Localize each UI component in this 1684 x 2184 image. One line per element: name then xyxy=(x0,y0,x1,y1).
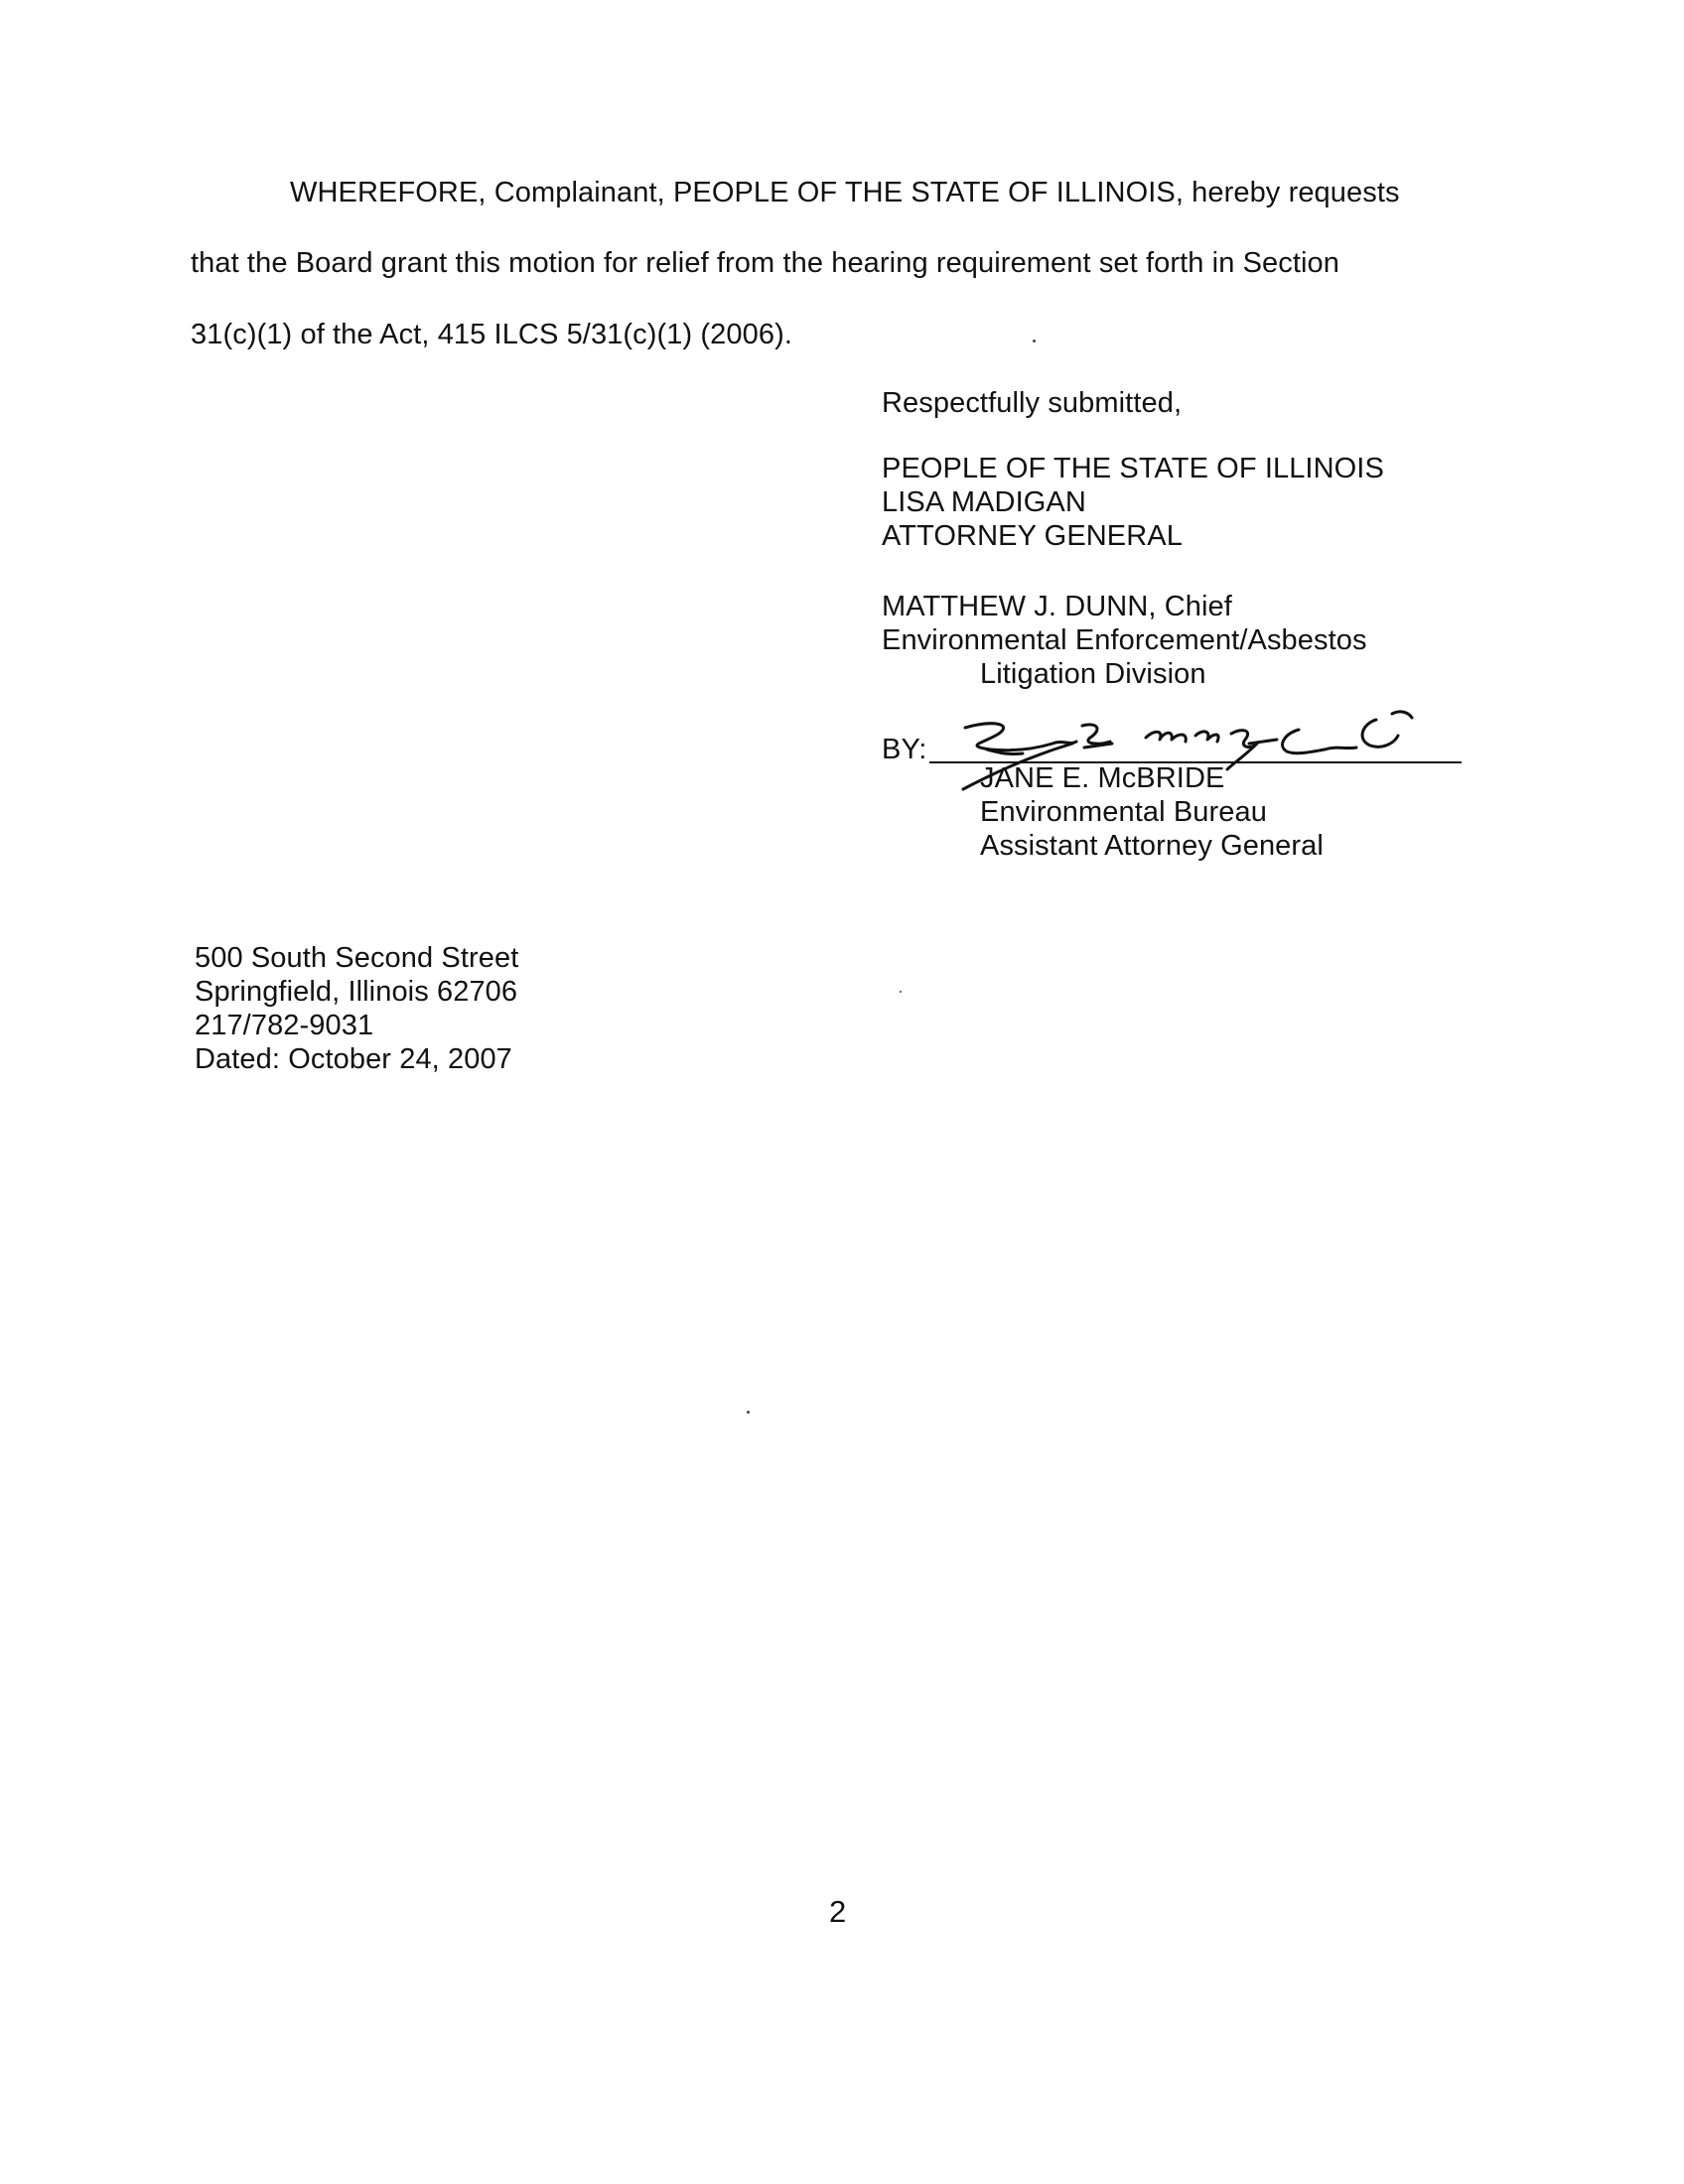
scan-speck xyxy=(747,1411,750,1414)
address-city: Springfield, Illinois 62706 xyxy=(195,976,518,1008)
address-block xyxy=(195,941,518,1076)
office-line: PEOPLE OF THE STATE OF ILLINOIS xyxy=(882,453,1384,484)
signer-block xyxy=(980,761,1324,863)
paragraph-line: 31(c)(1) of the Act, 415 ILCS 5/31(c)(1) (2006). xyxy=(191,319,793,350)
paragraph-line: WHEREFORE, Complainant, PEOPLE OF THE STATE OF ILLINOIS, hereby requests xyxy=(290,177,1400,208)
division-line: Litigation Division xyxy=(980,658,1206,690)
paragraph-line: that the Board grant this motion for relief from the hearing requirement set forth in Section xyxy=(191,247,1340,279)
scan-speck xyxy=(900,991,902,993)
page-number: 2 xyxy=(829,1894,847,1929)
division-line: Environmental Enforcement/Asbestos xyxy=(882,624,1367,656)
signer-title: Assistant Attorney General xyxy=(980,830,1324,862)
signer-bureau: Environmental Bureau xyxy=(980,796,1267,828)
division-block xyxy=(882,590,1367,691)
office-line: ATTORNEY GENERAL xyxy=(882,520,1183,552)
closing-salutation: Respectfully submitted, xyxy=(882,387,1183,419)
signer-name: JANE E. McBRIDE xyxy=(980,762,1225,794)
division-line: MATTHEW J. DUNN, Chief xyxy=(882,591,1232,622)
office-line: LISA MADIGAN xyxy=(882,486,1086,518)
address-dated: Dated: October 24, 2007 xyxy=(195,1043,512,1075)
by-label: BY: xyxy=(882,734,927,765)
address-phone: 217/782-9031 xyxy=(195,1010,374,1041)
address-street: 500 South Second Street xyxy=(195,942,519,974)
office-block xyxy=(882,452,1384,553)
scan-speck xyxy=(1033,340,1036,342)
